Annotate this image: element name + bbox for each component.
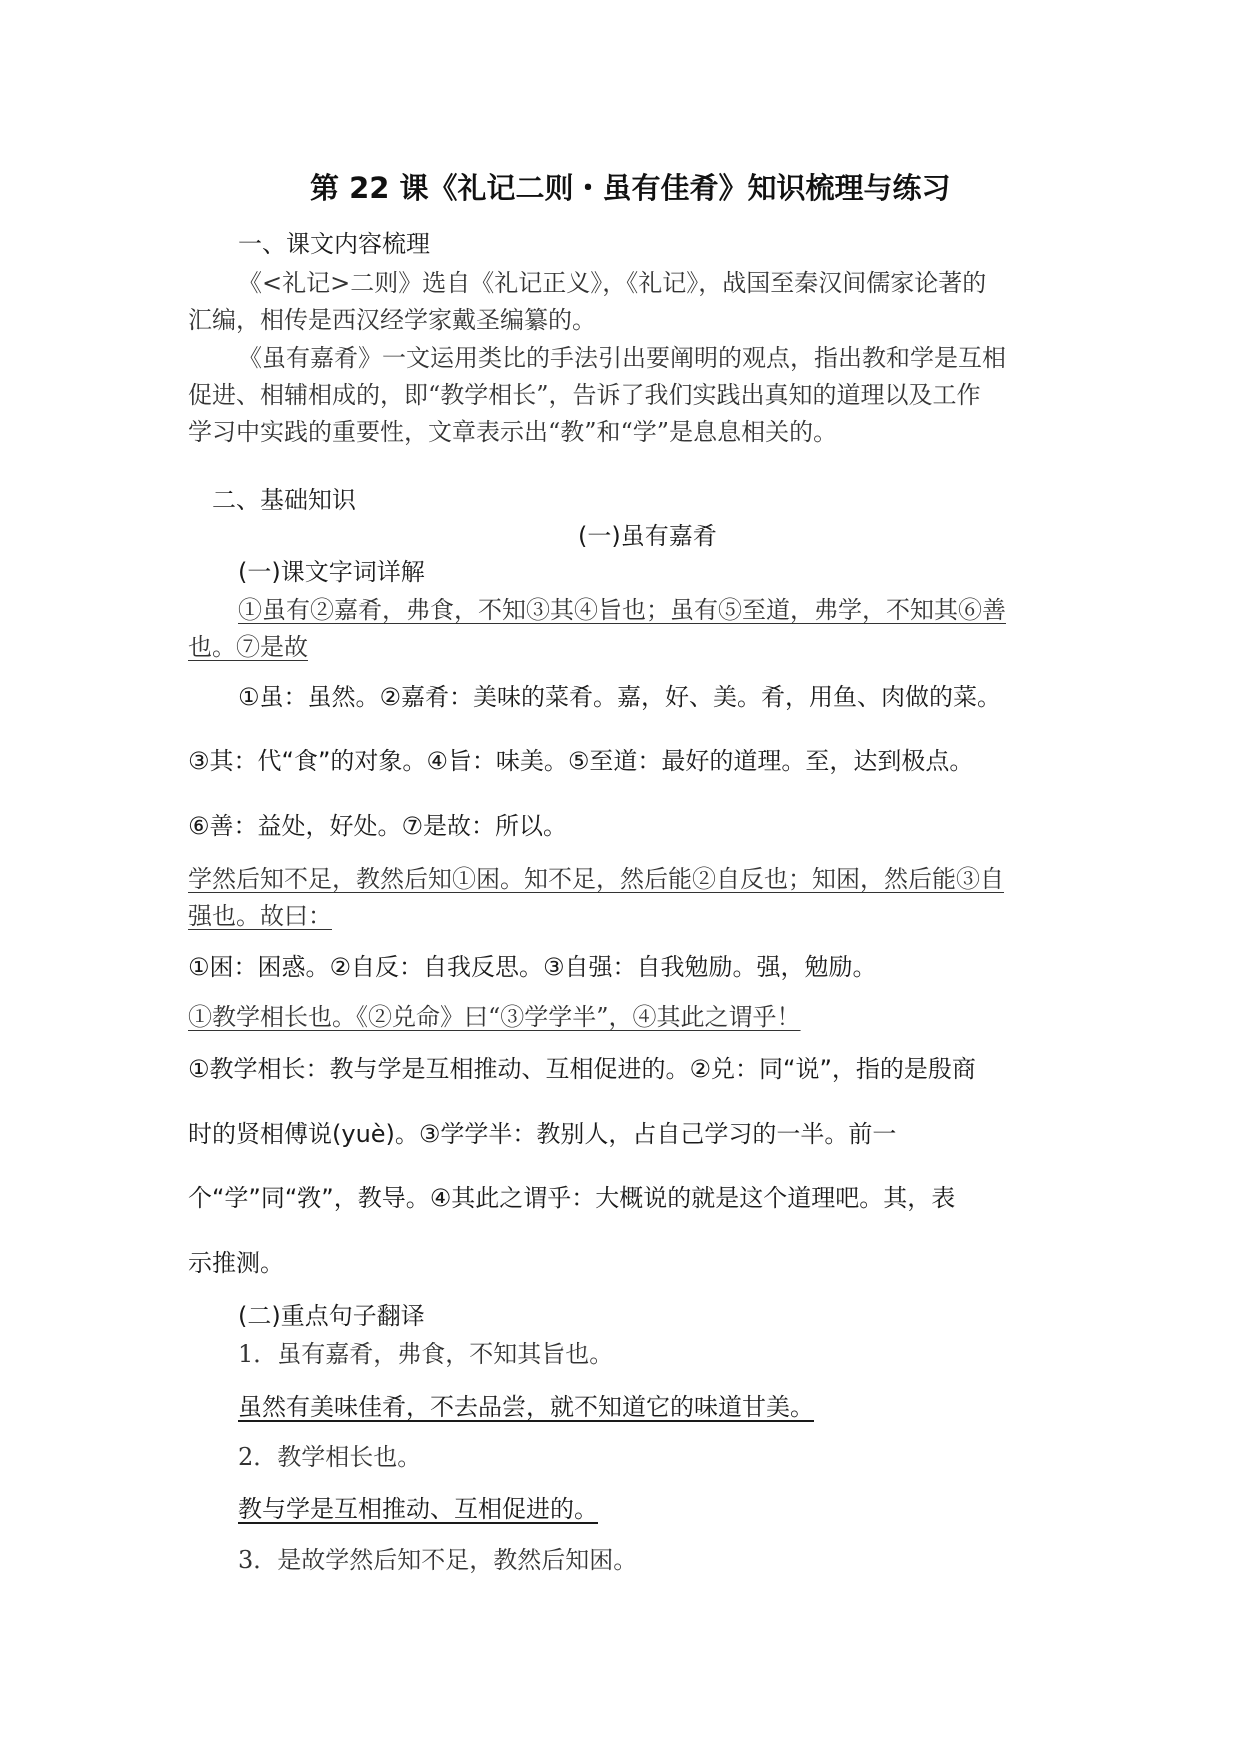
- paragraph-line: 《<礼记>二则》选自《礼记正义》，《礼记》，战国至秦汉间儒家论著的: [238, 269, 987, 297]
- section-heading-content: 一、课文内容梳理: [238, 230, 430, 258]
- subheading-word-explanation: (一)课文字词详解: [238, 558, 425, 586]
- original-text-line: 强也。故曰：: [188, 902, 332, 930]
- subsection-title: (一)虽有嘉肴: [578, 522, 717, 550]
- question-1: 1．虽有嘉肴，弗食，不知其旨也。: [238, 1340, 614, 1368]
- note-line: 个“学”同“敩”，教导。④其此之谓乎：大概说的就是这个道理吧。其，表: [188, 1184, 956, 1212]
- original-text-line: ①教学相长也。《②兑命》曰“③学学半”，④其此之谓乎！: [188, 1003, 801, 1031]
- note-line: 示推测。: [188, 1249, 284, 1277]
- note-line: ①教学相长：教与学是互相推动、互相促进的。②兑：同“说”，指的是殷商: [188, 1055, 976, 1083]
- note-line: ①虽：虽然。②嘉肴：美味的菜肴。嘉，好、美。肴，用鱼、肉做的菜。: [238, 683, 1002, 711]
- original-text-line: ①虽有②嘉肴，弗食，不知③其④旨也；虽有⑤至道，弗学，不知其⑥善: [238, 596, 1006, 624]
- original-text-line: 学然后知不足，教然后知①困。知不足，然后能②自反也；知困，然后能③自: [188, 865, 1004, 893]
- paragraph-line: 《虽有嘉肴》一文运用类比的手法引出要阐明的观点，指出教和学是互相: [238, 344, 1006, 372]
- paragraph-line: 汇编，相传是西汉经学家戴圣编纂的。: [188, 306, 596, 334]
- question-2: 2．教学相长也。: [238, 1443, 422, 1471]
- page-title: 第 22 课《礼记二则・虽有佳肴》知识梳理与练习: [310, 171, 951, 205]
- note-line: ①困：困惑。②自反：自我反思。③自强：自我勉励。强，勉励。: [188, 953, 877, 981]
- answer-1: 虽然有美味佳肴，不去品尝，就不知道它的味道甘美。: [238, 1393, 814, 1421]
- paragraph-line: 促进、相辅相成的，即“教学相长”，告诉了我们实践出真知的道理以及工作: [188, 381, 981, 409]
- note-line: ⑥善：益处，好处。⑦是故：所以。: [188, 812, 568, 840]
- answer-2: 教与学是互相推动、互相促进的。: [238, 1495, 598, 1523]
- section-heading-basics: 二、基础知识: [212, 486, 356, 514]
- question-3: 3．是故学然后知不足，教然后知困。: [238, 1546, 638, 1574]
- subheading-translation: (二)重点句子翻译: [238, 1302, 425, 1330]
- original-text-line: 也。⑦是故: [188, 633, 308, 661]
- note-line: 时的贤相傅说(yuè)。③学学半：教别人，占自己学习的一半。前一: [188, 1120, 897, 1148]
- note-line: ③其：代“食”的对象。④旨：味美。⑤至道：最好的道理。至，达到极点。: [188, 747, 974, 775]
- paragraph-line: 学习中实践的重要性，文章表示出“教”和“学”是息息相关的。: [188, 418, 838, 446]
